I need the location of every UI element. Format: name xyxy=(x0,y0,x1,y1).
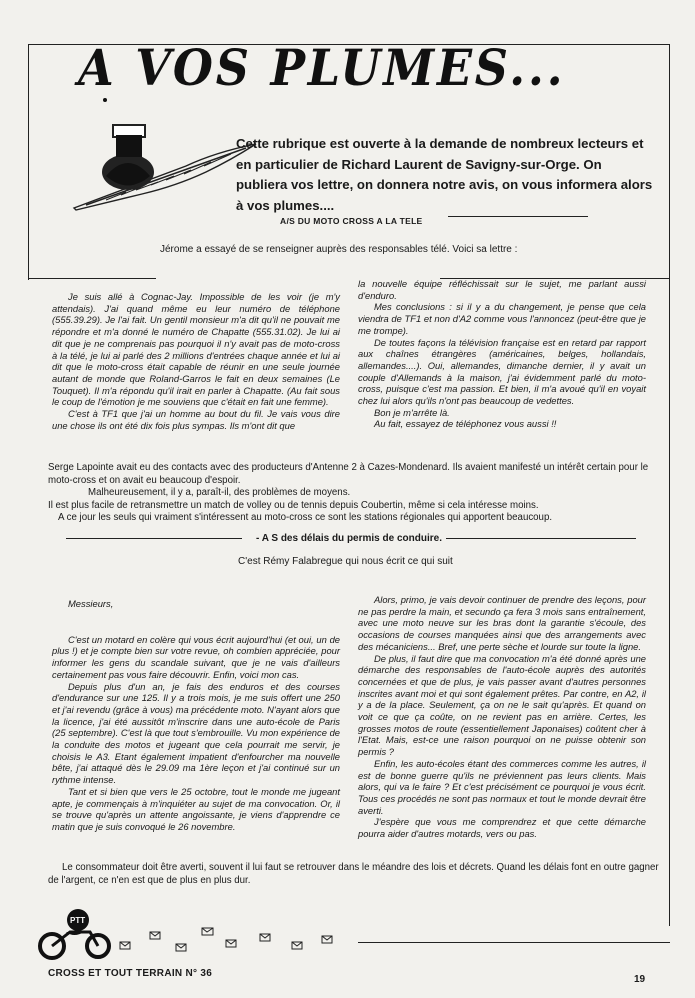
footer-rule xyxy=(358,942,670,943)
letter-paragraph: Au fait, essayez de téléphonez vous aussi !! xyxy=(374,418,557,430)
letter-paragraph: Je suis allé à Cognac-Jay. Impossible de les voir (je m'y attendais). J'ai quand même eu leur numéro de téléphone (555.39.29). Je l'ai fait. Un gentil monsieur m'a dit qu'il ne pouvait me répondre et m'a donné le numéro de Chapatte (555.31.02). Je lui ai dit que je ne comprenais pas pourquoi il n'y avait pas de moto-cross à la télé, je lui ai parlé des 2 millions d'entrées chaque année et lui ai dit que le moto-cross était capable de réunir en une seule journée autant de monde que Roland-Garros le fait en deux semaines (Le Touquet). Il m'a répondu qu'il irait en parler à Chapatte. (Au fait sous le coup de l'émotion je me souviens que c'était en fait une femme). xyxy=(52,291,340,408)
section2-rule-right xyxy=(446,538,636,539)
letter-paragraph: Tant et si bien que vers le 25 octobre, tout le monde me jugeant apte, je commençais à m'inquiéter au sujet de ma convocation. Or, il se trouve qu'après un attente angoissante, je viens d'apprendre ce matin que je suis convoqué le 26 novembre. xyxy=(52,785,340,832)
response-paragraph: Il est plus facile de retransmettre un match de volley ou de tennis depuis Coubertin, même si cela intéresse moins. xyxy=(48,499,539,511)
section2-rule-left xyxy=(66,538,242,539)
section1-letter-left-column xyxy=(52,291,340,431)
letter-paragraph: C'est à TF1 que j'ai un homme au bout du fil. Je vais vous dire une chose ils ont été dix fois plus sympas. Ils m'ont dit que xyxy=(52,408,340,431)
section1-heading-rule xyxy=(448,216,588,217)
magazine-issue-footer: CROSS ET TOUT TERRAIN N° 36 xyxy=(48,968,213,979)
section2-letter-left-column xyxy=(52,598,340,833)
section1-lead: Jérome a essayé de se renseigner auprès des responsables télé. Voici sa lettre : xyxy=(160,244,518,255)
flying-envelopes-illustration xyxy=(110,920,370,960)
letter-paragraph: De toutes façons la télévision française est en retard par rapport aux chaînes étrangères (américaines, belges, hollandais, allemandes....). Oui, allemandes, dimanche dernier, il y avait un couple d'Allemands à la maison, j'ai évidemment parlé du moto-cross, puisque c'est ma passion. Et bien, il m'a avoué qu'il en voyait chez lui alors qu'ils n'ont pas beaucoup de vedettes. xyxy=(358,336,646,407)
letter-paragraph: J'espère que vous me comprendrez et que cette démarche pourra aider d'autres motards, vers ou pas. xyxy=(358,816,646,840)
page-number: 19 xyxy=(634,974,646,985)
section2-heading: - A S des délais du permis de conduire. xyxy=(256,533,442,544)
letter-paragraph: Enfin, les auto-écoles étant des commerces comme les autres, il est de bonne guerre qu'ils ne préviennent pas leurs clients. Mais alors, qui va le faire ? Et c'est précisément ce pourquoi je vous écrit. Tous ces procédés ne sont pas normaux et tout le monde devrait être averti. xyxy=(358,757,646,816)
section1-heading: A/S DU MOTO CROSS A LA TELE xyxy=(280,216,423,226)
response-paragraph: Malheureusement, il y a, paraît-il, des problèmes de moyens. xyxy=(88,487,351,499)
section2-letter-right-column xyxy=(358,594,646,840)
letter-paragraph: De plus, il faut dire que ma convocation m'a été donné après une démarche des responsables de l'auto-école auprès des autorités concernées et que de plus, je vais passer avant d'autres personnes inscrites avant moi et qui sont également prêtes. Par contre, en A2, il y a de la place. Seulement, ça on ne le sait qu'après. Et quand on voit ce que ça coûte, on ne revient pas en arrière. Certes, les grosses motos de route (essentiellement Japonaises) coûtent cher à l'Etat. Mais, est-ce une raison pourquoi on ne puisse obtenir son permis ? xyxy=(358,652,646,758)
title-dot xyxy=(103,98,107,102)
frame-bottom-rule-left xyxy=(28,278,156,279)
response-paragraph: A ce jour les seuls qui vraiment s'intéressent au moto-cross ce sont les stations régionales qui apportent beaucoup. xyxy=(58,512,553,524)
frame-right-rule xyxy=(669,44,670,926)
section1-letter-right-column xyxy=(358,278,646,430)
letter-paragraph: C'est un motard en colère qui vous écrit aujourd'hui (et oui, un de plus !) et je compte bien sur votre revue, oh combien appréciée, pour informer les gens du scandale suivant, que je ne vais d'ailleurs certainement pas vous faire découvrir. Enfin, voici mon cas. xyxy=(52,633,340,680)
letter-paragraph: Bon je m'arrête là. xyxy=(374,406,450,418)
section2-lead: C'est Rémy Falabregue qui nous écrit ce qui suit xyxy=(238,556,453,567)
letter-paragraph: Depuis plus d'un an, je fais des enduros et des courses d'endurance sur une 125. Il y a trois mois, je me suis offert une 250 et j'ai revendu (grâce à vous) ma précédente moto. N'ayant alors que la licence, j'ai été aussitôt m'inscrire dans une auto-école de Paris (25 septembre). C'est là que tout s'embrouille. Vu mon expérience de la conduite des motos et jugeant que cela pourrait me servir, je choisis le A3. Etant également impatient d'enfourcher ma nouvelle bête, j'ai attaqué dès le 29.09 ma 1ère leçon et j'ai continué sur un rythme intense. xyxy=(52,680,340,786)
intro-text: Cette rubrique est ouverte à la demande de nombreux lecteurs et en particulier de Richard Laurent de Savigny-sur-Orge. On publiera vos lettre, on donnera notre avis, on vous informera alors à vos plumes.... xyxy=(236,136,653,213)
letter-paragraph: Mes conclusions : si il y a du changement, je pense que cela viendra de TF1 et non d'A2 comme vous l'annoncez (peut-être que je me trompe). xyxy=(358,301,646,336)
response-paragraph: Le consommateur doit être averti, souvent il lui faut se retrouver dans le méandre des lois et décrets. Quand les délais font en outre gagner de l'argent, ce n'en est que de plus en plus dur. xyxy=(48,862,659,886)
section2-response xyxy=(48,862,660,887)
page-title: A VOS PLUMES... xyxy=(78,38,566,97)
letter-paragraph: la nouvelle équipe réfléchissait sur le sujet, me parlant aussi d'enduro. xyxy=(358,278,646,301)
section1-response xyxy=(48,462,658,525)
frame-left-rule xyxy=(28,44,29,280)
response-paragraph: Serge Lapointe avait eu des contacts avec des producteurs d'Antenne 2 à Cazes-Mondenard. Ils avaient manifesté un intérêt certain pour le moto-cross et on avait eu beaucoup d'espoir. xyxy=(48,462,649,486)
letter-salutation: Messieurs, xyxy=(68,598,114,609)
motorcycle-illustration xyxy=(36,902,116,962)
letter-paragraph: Alors, primo, je vais devoir continuer de prendre des leçons, pour ne pas perdre la main, et secundo ça fera 3 mois sans entraînement, avec une moto neuve sur les bras dont la garantie s'écoule, des occasions de courses manquées ainsi que des arrangements avec des mécaniciens... Bref, une perte sèche et lourde sur toute la ligne. xyxy=(358,594,646,652)
svg-text:PTT: PTT xyxy=(70,916,86,925)
